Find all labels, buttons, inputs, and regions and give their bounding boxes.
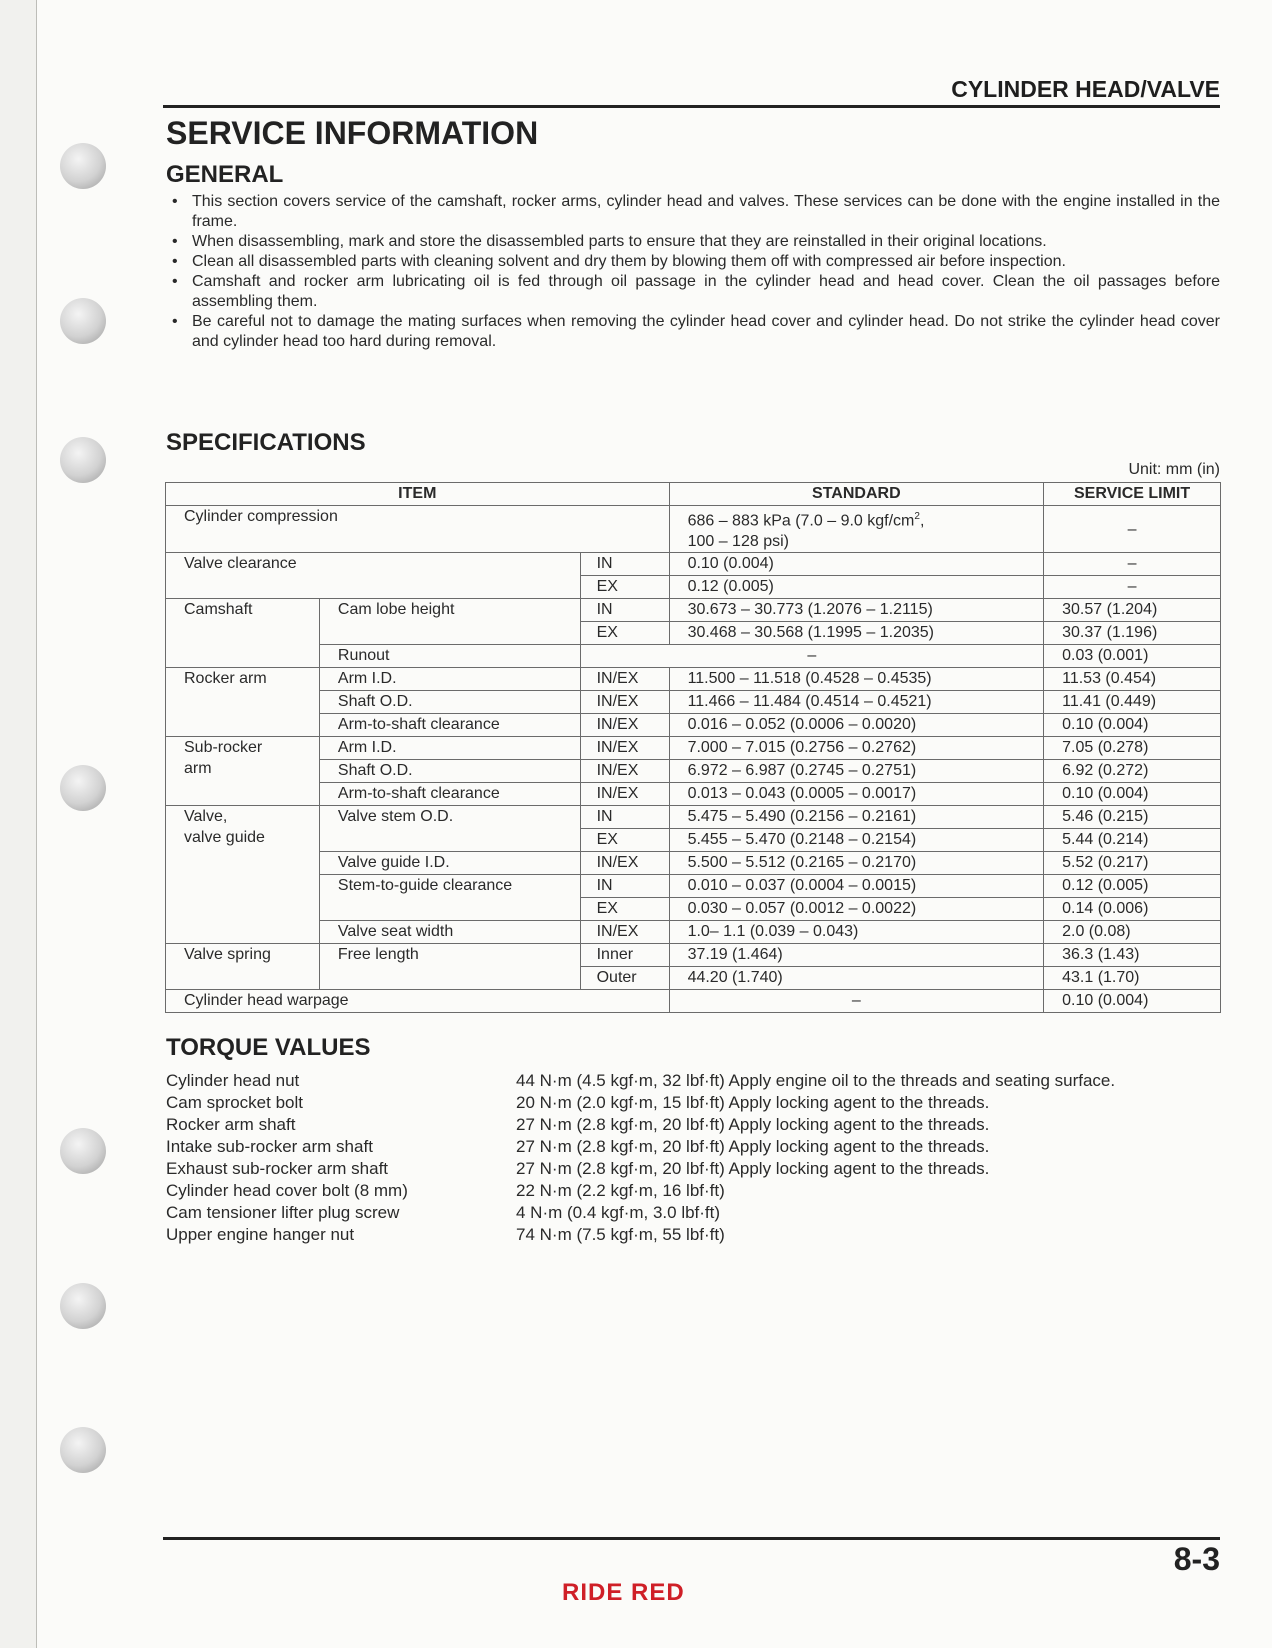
subitem-cell: Arm-to-shaft clearance	[319, 714, 580, 737]
standard-cell: 0.016 – 0.052 (0.0006 – 0.0020)	[669, 714, 1044, 737]
torque-value: 27 N·m (2.8 kgf·m, 20 lbf·ft) Apply locking agent to the threads.	[516, 1137, 990, 1156]
torque-name: Intake sub-rocker arm shaft	[166, 1137, 373, 1156]
limit-cell: 43.1 (1.70)	[1044, 967, 1221, 990]
torque-value: 74 N·m (7.5 kgf·m, 55 lbf·ft)	[516, 1225, 725, 1244]
binder-hole	[60, 143, 106, 189]
direction-cell: IN	[580, 806, 669, 829]
item-cell: Cylinder head warpage	[166, 990, 670, 1013]
item-text: Valve,	[184, 808, 228, 826]
direction-cell: IN/EX	[580, 714, 669, 737]
table-row	[166, 691, 1221, 714]
list-item	[166, 1114, 1115, 1136]
limit-cell: 11.41 (0.449)	[1044, 691, 1221, 714]
subitem-cell: Cam lobe height	[319, 599, 580, 645]
item-text: Sub-rocker	[184, 739, 263, 757]
torque-name: Upper engine hanger nut	[166, 1225, 355, 1244]
torque-name: Cam sprocket bolt	[166, 1093, 303, 1112]
table-row	[166, 783, 1221, 806]
column-header-standard: STANDARD	[669, 483, 1044, 506]
item-cell: Rocker arm	[166, 668, 320, 737]
subitem-cell: Arm-to-shaft clearance	[319, 783, 580, 806]
binder-hole	[60, 298, 106, 344]
torque-value: 20 N·m (2.0 kgf·m, 15 lbf·ft) Apply locking agent to the threads.	[516, 1093, 990, 1112]
standard-cell: 11.466 – 11.484 (0.4514 – 0.4521)	[669, 691, 1044, 714]
standard-cell: 30.468 – 30.568 (1.1995 – 1.2035)	[669, 622, 1044, 645]
standard-cell: 7.000 – 7.015 (0.2756 – 0.2762)	[669, 737, 1044, 760]
standard-cell: 11.500 – 11.518 (0.4528 – 0.4535)	[669, 668, 1044, 691]
binder-hole	[60, 1128, 106, 1174]
standard-text: 100 – 128 psi)	[687, 533, 789, 551]
limit-cell: 5.52 (0.217)	[1044, 852, 1221, 875]
limit-cell: 5.46 (0.215)	[1044, 806, 1221, 829]
general-bullet-list	[166, 192, 1220, 352]
standard-cell: 5.455 – 5.470 (0.2148 – 0.2154)	[669, 829, 1044, 852]
limit-cell: 36.3 (1.43)	[1044, 944, 1221, 967]
list-item	[166, 1070, 1115, 1092]
limit-cell: 0.14 (0.006)	[1044, 898, 1221, 921]
table-row	[166, 714, 1221, 737]
standard-cell: 5.475 – 5.490 (0.2156 – 0.2161)	[669, 806, 1044, 829]
binder-hole	[60, 765, 106, 811]
item-cell	[166, 806, 320, 944]
standard-cell: 6.972 – 6.987 (0.2745 – 0.2751)	[669, 760, 1044, 783]
torque-value: 44 N·m (4.5 kgf·m, 32 lbf·ft) Apply engine oil to the threads and seating surface.	[516, 1071, 1116, 1090]
torque-name: Cylinder head cover bolt (8 mm)	[166, 1181, 408, 1200]
direction-cell: EX	[580, 898, 669, 921]
list-item	[166, 1158, 1115, 1180]
bullet-item: • Clean all disassembled parts with cleaning solvent and dry them by blowing them off with compressed air before inspection.	[166, 252, 1220, 272]
table-header-row	[166, 483, 1221, 506]
table-row	[166, 506, 1221, 553]
subitem-cell: Stem-to-guide clearance	[319, 875, 580, 921]
standard-cell	[669, 506, 1044, 553]
specifications-heading: SPECIFICATIONS	[166, 429, 366, 456]
list-item	[166, 1136, 1115, 1158]
page-title: SERVICE INFORMATION	[166, 115, 539, 151]
standard-text: 686 – 883 kPa (7.0 – 9.0 kgf/cm	[687, 512, 915, 530]
limit-cell: 0.10 (0.004)	[1044, 990, 1221, 1013]
direction-cell: EX	[580, 576, 669, 599]
limit-cell: 30.57 (1.204)	[1044, 599, 1221, 622]
list-item	[166, 1202, 1115, 1224]
standard-cell: 0.013 – 0.043 (0.0005 – 0.0017)	[669, 783, 1044, 806]
standard-cell: 37.19 (1.464)	[669, 944, 1044, 967]
superscript: 2	[914, 511, 920, 522]
torque-value: 27 N·m (2.8 kgf·m, 20 lbf·ft) Apply locking agent to the threads.	[516, 1115, 990, 1134]
limit-cell: 0.12 (0.005)	[1044, 875, 1221, 898]
torque-name: Rocker arm shaft	[166, 1115, 296, 1134]
limit-cell: 30.37 (1.196)	[1044, 622, 1221, 645]
torque-value: 22 N·m (2.2 kgf·m, 16 lbf·ft)	[516, 1181, 725, 1200]
specifications-table	[165, 482, 1221, 1013]
item-cell: Cylinder compression	[166, 506, 670, 553]
direction-cell: IN/EX	[580, 921, 669, 944]
limit-cell: 0.10 (0.004)	[1044, 783, 1221, 806]
binder-hole	[60, 1283, 106, 1329]
table-row	[166, 944, 1221, 967]
torque-value: 4 N·m (0.4 kgf·m, 3.0 lbf·ft)	[516, 1203, 721, 1222]
header-rule	[163, 105, 1220, 108]
table-row	[166, 553, 1221, 576]
limit-cell: –	[1044, 553, 1221, 576]
item-text: arm	[184, 760, 212, 778]
limit-cell: 5.44 (0.214)	[1044, 829, 1221, 852]
direction-cell: IN/EX	[580, 783, 669, 806]
unit-label: Unit: mm (in)	[1128, 461, 1220, 478]
direction-cell: IN/EX	[580, 737, 669, 760]
subitem-cell: Valve stem O.D.	[319, 806, 580, 852]
direction-cell: Outer	[580, 967, 669, 990]
table-row	[166, 875, 1221, 898]
torque-value: 27 N·m (2.8 kgf·m, 20 lbf·ft) Apply locking agent to the threads.	[516, 1159, 990, 1178]
table-row	[166, 599, 1221, 622]
limit-cell: 0.10 (0.004)	[1044, 714, 1221, 737]
direction-cell: IN/EX	[580, 760, 669, 783]
torque-list	[166, 1070, 1115, 1246]
limit-cell: 11.53 (0.454)	[1044, 668, 1221, 691]
ride-red-logo: RIDE RED	[562, 1579, 685, 1606]
table-row	[166, 760, 1221, 783]
standard-cell: 0.030 – 0.057 (0.0012 – 0.0022)	[669, 898, 1044, 921]
torque-name: Cam tensioner lifter plug screw	[166, 1203, 400, 1222]
direction-cell: EX	[580, 829, 669, 852]
torque-name: Exhaust sub-rocker arm shaft	[166, 1159, 389, 1178]
standard-cell: –	[669, 990, 1044, 1013]
standard-text: ,	[919, 512, 925, 530]
bullet-item: • Camshaft and rocker arm lubricating oil is fed through oil passage in the cylinder head and head cover. Clean the oil passages before assembling them.	[166, 272, 1220, 312]
direction-cell: IN/EX	[580, 691, 669, 714]
standard-cell: 0.010 – 0.037 (0.0004 – 0.0015)	[669, 875, 1044, 898]
subitem-cell: Valve guide I.D.	[319, 852, 580, 875]
subitem-cell: Arm I.D.	[319, 737, 580, 760]
standard-cell: 0.10 (0.004)	[669, 553, 1044, 576]
subitem-cell: Arm I.D.	[319, 668, 580, 691]
list-item	[166, 1180, 1115, 1202]
subitem-cell: Shaft O.D.	[319, 760, 580, 783]
direction-cell: IN/EX	[580, 852, 669, 875]
binder-hole	[60, 437, 106, 483]
standard-cell: 0.12 (0.005)	[669, 576, 1044, 599]
table-row	[166, 645, 1221, 668]
footer-rule	[163, 1537, 1220, 1540]
table-row	[166, 921, 1221, 944]
item-text: valve guide	[184, 829, 265, 847]
table-row	[166, 806, 1221, 829]
standard-cell: 44.20 (1.740)	[669, 967, 1044, 990]
direction-cell: IN/EX	[580, 668, 669, 691]
page-number: 8-3	[1173, 1541, 1220, 1577]
direction-cell: IN	[580, 553, 669, 576]
limit-cell: 2.0 (0.08)	[1044, 921, 1221, 944]
table-row	[166, 737, 1221, 760]
standard-cell: 1.0– 1.1 (0.039 – 0.043)	[669, 921, 1044, 944]
limit-cell: –	[1044, 576, 1221, 599]
limit-cell: 6.92 (0.272)	[1044, 760, 1221, 783]
table-row	[166, 990, 1221, 1013]
item-cell	[166, 737, 320, 806]
subitem-cell: Valve seat width	[319, 921, 580, 944]
column-header-item: ITEM	[166, 483, 670, 506]
bullet-item: • When disassembling, mark and store the disassembled parts to ensure that they are reinstalled in their original locations.	[166, 232, 1220, 252]
direction-cell: Inner	[580, 944, 669, 967]
standard-cell: 5.500 – 5.512 (0.2165 – 0.2170)	[669, 852, 1044, 875]
bullet-item: • Be careful not to damage the mating surfaces when removing the cylinder head cover and cylinder head. Do not strike the cylinder head cover and cylinder head too hard during removal.	[166, 312, 1220, 352]
torque-heading: TORQUE VALUES	[166, 1034, 371, 1061]
limit-cell: 7.05 (0.278)	[1044, 737, 1221, 760]
item-cell: Valve spring	[166, 944, 320, 990]
standard-cell: –	[580, 645, 1044, 668]
torque-name: Cylinder head nut	[166, 1071, 300, 1090]
direction-cell: IN	[580, 599, 669, 622]
subitem-cell: Runout	[319, 645, 580, 668]
general-heading: GENERAL	[166, 161, 284, 188]
item-cell: Camshaft	[166, 599, 320, 668]
direction-cell: IN	[580, 875, 669, 898]
standard-cell: 30.673 – 30.773 (1.2076 – 1.2115)	[669, 599, 1044, 622]
bullet-item: • This section covers service of the camshaft, rocker arms, cylinder head and valves. These services can be done with the engine installed in the frame.	[166, 192, 1220, 232]
column-header-limit: SERVICE LIMIT	[1044, 483, 1221, 506]
table-row	[166, 852, 1221, 875]
limit-cell: 0.03 (0.001)	[1044, 645, 1221, 668]
item-cell: Valve clearance	[166, 553, 581, 599]
binder-hole	[60, 1427, 106, 1473]
section-header: CYLINDER HEAD/VALVE	[951, 76, 1220, 102]
list-item	[166, 1092, 1115, 1114]
subitem-cell: Free length	[319, 944, 580, 990]
subitem-cell: Shaft O.D.	[319, 691, 580, 714]
table-row	[166, 668, 1221, 691]
limit-cell: –	[1044, 506, 1221, 553]
list-item	[166, 1224, 1115, 1246]
binder-edge	[0, 0, 37, 1648]
direction-cell: EX	[580, 622, 669, 645]
